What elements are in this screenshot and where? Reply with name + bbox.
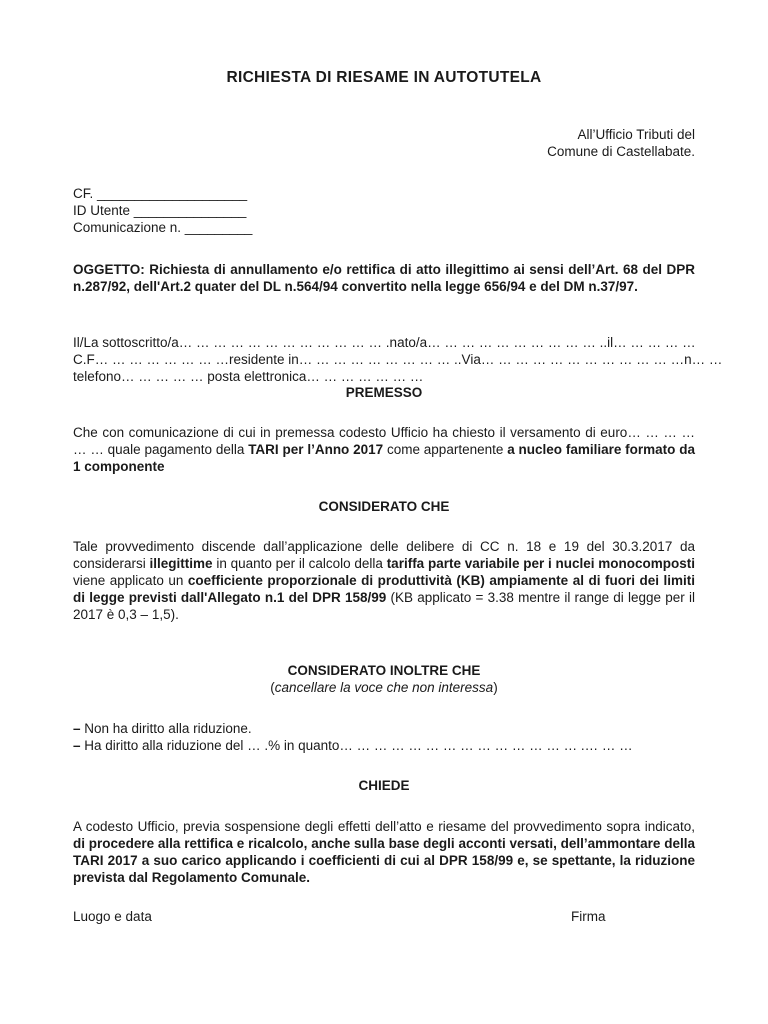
considerato-text-3: in quanto per il calcolo della [212, 556, 387, 571]
chiede-richiesta: di procedere alla rettifica e ricalcolo, anche sulla base degli acconti versati, dell’ammontare della TARI 2017 a suo carico applicando i coefficienti di cui al DPR 158/99 e, se spettante, la riduzione prevista dal Regolamento Comunale. [73, 836, 695, 885]
recipient-line-2: Comune di Castellabate. [547, 144, 695, 159]
option-riduzione [73, 737, 695, 754]
firma-label: Firma [571, 909, 606, 924]
considerato-coefficiente: coefficiente proporzionale di produttività (KB) ampiamente al di fuori dei limiti di legge previsti dall'Allegato n.1 del DPR 158/99 [73, 573, 695, 605]
option-1-dash: – [73, 721, 81, 736]
personal-line-1: Il/La sottoscritto/a… … … … … … … … … … … … .nato/a… … … … … … … … … … ..il… … … … … [73, 335, 696, 350]
premesso-tari-year: TARI per l’Anno 2017 [248, 442, 384, 457]
inoltre-note-close: ) [493, 680, 498, 695]
premesso-paragraph [73, 424, 695, 475]
considerato-paragraph [73, 538, 695, 623]
chiede-heading: CHIEDE [358, 778, 410, 793]
option-no-riduzione [73, 720, 695, 737]
personal-details [73, 334, 723, 385]
considerato-illegittime: illegittime [149, 556, 213, 571]
comunicazione-field: Comunicazione n. _________ [73, 220, 253, 235]
option-1-text: Non ha diritto alla riduzione. [80, 721, 252, 736]
personal-line-3: telefono… … … … … posta elettronica… … … … … … … [73, 369, 424, 384]
considerato-text-7: (KB applicato = 3.38 mentre il range di legge per il 2017 è 0,3 – 1,5). [73, 590, 695, 622]
option-2-text: Ha diritto alla riduzione del … .% in quanto… … … … … … … … … … … … … … .… … … [80, 738, 633, 753]
id-utente-field: ID Utente _______________ [73, 203, 247, 218]
considerato-tariffa: tariffa parte variabile per i nuclei monocomposti [386, 556, 696, 571]
inoltre-note [0, 679, 768, 696]
premesso-text-1: Che con comunicazione di cui in premessa codesto Ufficio ha chiesto il versamento di euro… … … … … … quale pagamento della [73, 425, 695, 457]
document-title: RICHIESTA DI RIESAME IN AUTOTUTELA [226, 69, 542, 86]
personal-line-2: C.F… … … … … … … …residente in… … … … … … … … … ..Via… … … … … … … … … … … …n… … [73, 352, 723, 367]
considerato-text-5: viene applicato un [73, 573, 188, 588]
considerato-heading: CONSIDERATO CHE [318, 499, 450, 514]
premesso-nucleo: a nucleo familiare formato da 1 componente [73, 442, 695, 474]
premesso-text-3: come appartenente [383, 442, 508, 457]
premesso-heading: PREMESSO [345, 385, 423, 400]
chiede-text-1: A codesto Ufficio, previa sospensione degli effetti dell’atto e riesame del provvedimento sopra indicato, [73, 819, 695, 834]
inoltre-note-open: ( [270, 680, 275, 695]
recipient-line-1: All’Ufficio Tributi del [577, 127, 695, 142]
recipient-address [547, 126, 695, 160]
chiede-paragraph [73, 818, 695, 886]
inoltre-heading: CONSIDERATO INOLTRE CHE [287, 663, 481, 678]
option-2-dash: – [73, 738, 81, 753]
inoltre-note-text: cancellare la voce che non interessa [274, 680, 494, 695]
cf-field: CF. ____________________ [73, 186, 248, 201]
luogo-data-label: Luogo e data [73, 909, 152, 924]
considerato-text-1: Tale provvedimento discende dall’applicazione delle delibere di CC n. 18 e 19 del 30.3.2017 da considerarsi [73, 539, 695, 571]
identification-fields [73, 185, 695, 236]
oggetto-paragraph: OGGETTO: Richiesta di annullamento e/o rettifica di atto illegittimo ai sensi dell’Art. 68 del DPR n.287/92, dell'Art.2 quater del DL n.564/94 convertito nella legge 656/94 e del DM n.37/97. [73, 262, 695, 294]
riduzione-options [73, 720, 695, 754]
